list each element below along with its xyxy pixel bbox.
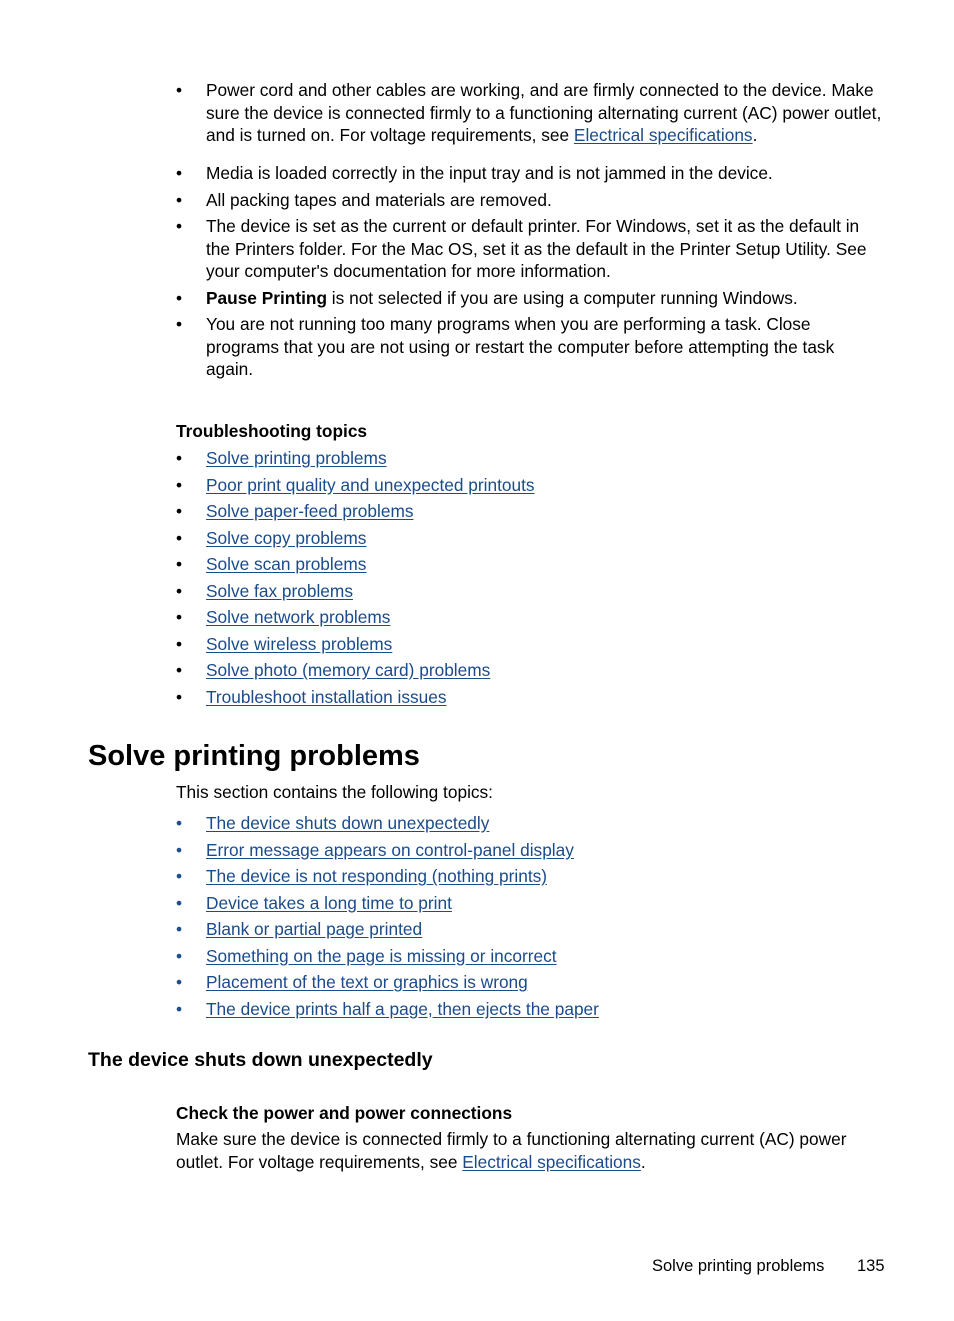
bullet: • — [176, 866, 183, 886]
topic-link[interactable]: Solve copy problems — [206, 527, 367, 548]
list-item — [176, 189, 886, 215]
bullet: • — [176, 501, 183, 521]
list-item — [176, 865, 886, 892]
bullet: • — [176, 580, 183, 601]
list-item — [176, 215, 886, 287]
topic-link[interactable]: Blank or partial page printed — [206, 919, 423, 939]
bullet: • — [176, 813, 183, 833]
bullet: • — [176, 972, 183, 992]
topic-link[interactable]: Solve fax problems — [206, 580, 353, 601]
bullet: • — [176, 216, 183, 236]
bullet: • — [176, 190, 183, 210]
list-item — [176, 162, 886, 189]
bullet: • — [176, 448, 183, 468]
topic-link[interactable]: Poor print quality and unexpected printouts — [206, 474, 535, 495]
list-item — [176, 839, 886, 866]
subsection-title: The device shuts down unexpectedly — [88, 1049, 433, 1071]
list-item — [176, 580, 886, 607]
electrical-specifications-link[interactable]: Electrical specifications — [462, 1151, 641, 1172]
list-item — [176, 686, 886, 713]
list-item — [176, 287, 886, 313]
list-item-punctuation: . — [752, 125, 758, 146]
bullet: • — [176, 474, 183, 495]
bullet: • — [176, 633, 183, 654]
list-item — [176, 659, 886, 686]
list-item — [176, 527, 886, 554]
check-power-heading: Check the power and power connections — [176, 1103, 513, 1123]
topic-link[interactable]: The device shuts down unexpectedly — [206, 813, 490, 833]
list-item — [176, 79, 886, 162]
bullet: • — [176, 945, 183, 966]
bullet: • — [176, 660, 183, 680]
bullet: • — [176, 288, 183, 308]
section-topics-list — [176, 812, 886, 1024]
topic-link[interactable]: The device is not responding (nothing prints) — [206, 866, 548, 886]
topic-link[interactable]: Troubleshoot installation issues — [206, 686, 447, 707]
topic-link[interactable]: Solve scan problems — [206, 554, 367, 574]
bullet: • — [176, 892, 183, 913]
page-number: 135 — [857, 1257, 885, 1275]
bullet: • — [176, 998, 183, 1019]
troubleshooting-links-list — [176, 447, 886, 712]
bullet: • — [176, 80, 183, 100]
list-item — [176, 918, 886, 945]
list-item-text: is not selected if you are using a computer running Windows. — [327, 288, 798, 308]
topic-link[interactable]: Solve wireless problems — [206, 633, 393, 654]
topic-link[interactable]: Device takes a long time to print — [206, 892, 452, 913]
list-item — [176, 474, 886, 501]
list-item — [176, 500, 886, 527]
list-item-text: All packing tapes and materials are removed. — [206, 190, 552, 210]
electrical-specifications-link[interactable]: Electrical specifications — [573, 125, 753, 146]
topic-link[interactable]: Solve paper-feed problems — [206, 501, 414, 521]
check-power-body — [176, 1128, 856, 1173]
topic-link[interactable]: Something on the page is missing or incorrect — [206, 945, 557, 966]
list-item-text: The device is set as the current or default printer. For Windows, set it as the default in the Printers folder. For the Mac OS, set it as the default in the Printer Setup Utility. See your computer's documentation for more information. — [206, 216, 867, 282]
bullet: • — [176, 314, 183, 334]
list-item-text: You are not running too many programs when you are performing a task. Close programs that you are not using or restart the computer before attempting the task again. — [206, 314, 835, 380]
bullet: • — [176, 554, 183, 574]
body-text: Make sure the device is connected firmly to a functioning alternating current (AC) power outlet. For voltage requirements, see — [176, 1129, 847, 1172]
bullet: • — [176, 527, 183, 548]
list-item — [176, 633, 886, 660]
topic-link[interactable]: Solve printing problems — [206, 448, 387, 468]
topic-link[interactable]: Solve network problems — [206, 607, 391, 627]
bullet: • — [176, 686, 183, 707]
list-item-text: Media is loaded correctly in the input tray and is not jammed in the device. — [206, 163, 773, 183]
list-item — [176, 606, 886, 633]
footer-section-name: Solve printing problems — [652, 1257, 825, 1275]
list-item — [176, 447, 886, 474]
list-item — [176, 553, 886, 580]
topic-link[interactable]: The device prints half a page, then ejects the paper — [206, 998, 599, 1019]
topic-link[interactable]: Placement of the text or graphics is wrong — [206, 972, 528, 992]
topic-link[interactable]: Solve photo (memory card) problems — [206, 660, 491, 680]
list-item — [176, 945, 886, 972]
bullet: • — [176, 163, 183, 183]
list-item — [176, 313, 886, 381]
list-item — [176, 971, 886, 998]
bullet: • — [176, 919, 183, 939]
pause-printing-label: Pause Printing — [206, 288, 327, 308]
list-item — [176, 998, 886, 1025]
list-item-text: Power cord and other cables are working, and are firmly connected to the device. Make sure the device is connected firmly to a functioning alternating current (AC) power outlet, and is turned on. For voltage requirements, see — [206, 80, 882, 146]
prerequisites-list — [176, 79, 886, 381]
topic-link[interactable]: Error message appears on control-panel display — [206, 839, 574, 860]
section-title: Solve printing problems — [88, 740, 420, 772]
list-item — [176, 812, 886, 839]
list-item — [176, 892, 886, 919]
body-punctuation: . — [640, 1151, 646, 1172]
bullet: • — [176, 839, 183, 860]
section-intro: This section contains the following topics: — [176, 782, 493, 802]
troubleshooting-heading: Troubleshooting topics — [176, 421, 368, 441]
bullet: • — [176, 607, 183, 627]
